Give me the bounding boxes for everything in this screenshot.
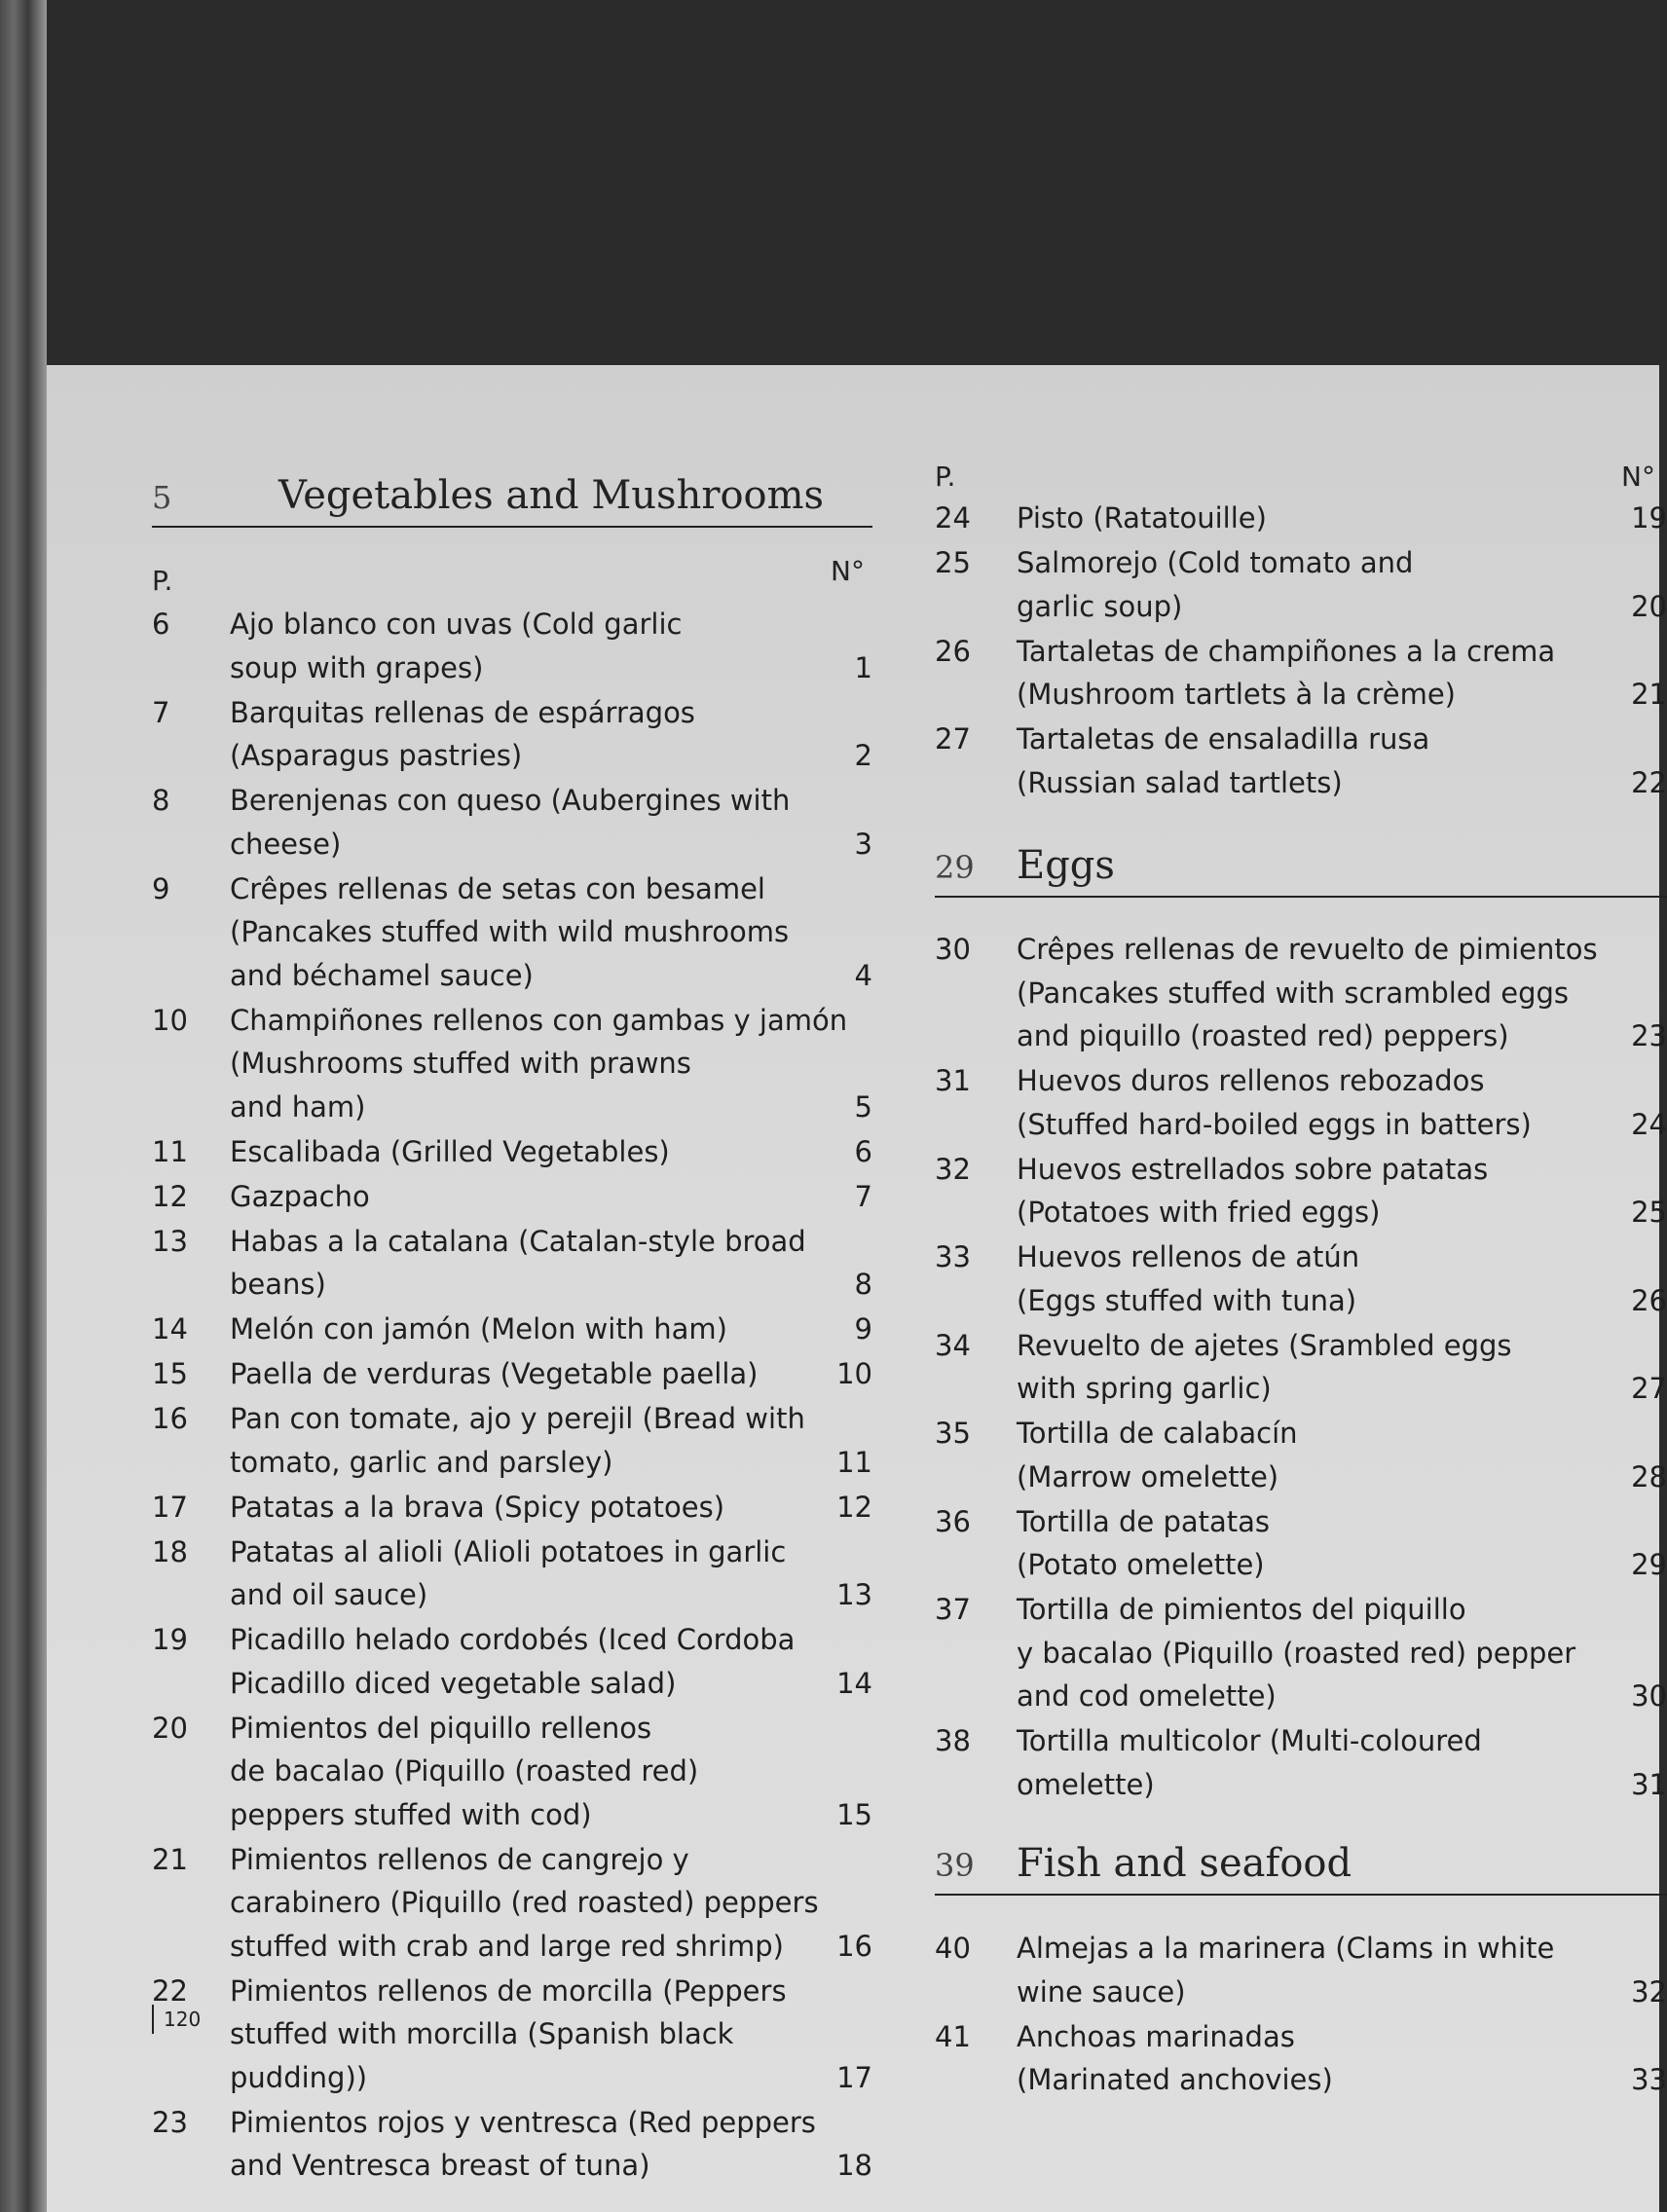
section-title: Vegetables and Mushrooms xyxy=(278,473,825,518)
entry-recipe-number: 16 xyxy=(836,1929,872,1963)
entry-title-line: Picadillo diced vegetable salad) xyxy=(230,1666,677,1700)
entry-title-line: (Pancakes stuffed with wild mushrooms xyxy=(230,915,790,948)
index-entry xyxy=(935,630,1667,717)
entry-page-number: 20 xyxy=(152,1711,188,1745)
entry-recipe-number: 11 xyxy=(836,1445,872,1479)
entry-recipe-number: 18 xyxy=(836,2149,872,2182)
entry-title-line: pudding)) xyxy=(230,2060,368,2094)
index-entry xyxy=(152,1308,872,1351)
entry-title-line: Pimientos rellenos de cangrejo y xyxy=(230,1842,689,1876)
entry-recipe-number: 30 xyxy=(1631,1679,1667,1713)
index-entry xyxy=(935,541,1667,628)
entry-page-number: 13 xyxy=(152,1224,188,1258)
entry-title-line: wine sauce) xyxy=(1017,1974,1186,2009)
entry-title-line: and ham) xyxy=(230,1089,366,1124)
entry-page-number: 38 xyxy=(935,1724,971,1757)
entry-page-number: 41 xyxy=(935,2019,971,2053)
entry-page-number: 35 xyxy=(935,1417,971,1450)
entry-title-line: Pimientos rojos y ventresca (Red peppers xyxy=(230,2105,816,2139)
entry-title-line: Salmorejo (Cold tomato and xyxy=(1017,546,1414,579)
entry-title xyxy=(230,1530,786,1617)
entry-title xyxy=(1017,1719,1482,1806)
index-entry xyxy=(935,928,1667,1058)
page-column-header: P. xyxy=(152,565,173,597)
entry-title-line: de bacalao (Piquillo (roasted red) xyxy=(230,1754,699,1788)
index-entry xyxy=(935,1719,1667,1806)
entry-title xyxy=(230,1970,787,2100)
entry-recipe-number: 31 xyxy=(1631,1767,1667,1801)
index-entry xyxy=(152,1397,872,1484)
entry-title xyxy=(1017,718,1429,804)
index-entry xyxy=(935,1148,1667,1235)
entry-title-line: and oil sauce) xyxy=(230,1578,428,1611)
entry-page-number: 40 xyxy=(935,1932,971,1965)
entry-title xyxy=(230,603,682,689)
entry-page-number: 18 xyxy=(152,1534,188,1568)
entry-title xyxy=(230,1618,795,1705)
section-title: Eggs xyxy=(1017,843,1115,888)
entry-page-number: 25 xyxy=(935,546,971,579)
index-entry xyxy=(152,1707,872,1837)
entry-title-line: Tortilla de calabacín xyxy=(1017,1417,1298,1450)
entry-title-line: (Potato omelette) xyxy=(1017,1548,1265,1581)
entry-recipe-number: 28 xyxy=(1631,1459,1667,1493)
entry-title-line: Pimientos rellenos de morcilla (Peppers xyxy=(230,1973,787,2008)
entry-title-line: and Ventresca breast of tuna) xyxy=(230,2149,650,2182)
entry-recipe-number: 2 xyxy=(854,739,872,772)
index-entry xyxy=(152,1970,872,2100)
entry-title-line: (Marrow omelette) xyxy=(1017,1459,1279,1493)
entry-title-line: Tortilla de pimientos del piquillo xyxy=(1017,1593,1466,1626)
entry-page-number: 17 xyxy=(152,1490,188,1524)
entry-page-number: 34 xyxy=(935,1328,971,1362)
index-entry xyxy=(935,1500,1667,1587)
index-entry xyxy=(152,1838,872,1969)
index-entry xyxy=(152,1618,872,1705)
entry-title-line: Pisto (Ratatouille) xyxy=(1017,501,1267,535)
entry-title-line: y bacalao (Piquillo (roasted red) pepper xyxy=(1017,1636,1576,1670)
entry-title-line: Revuelto de ajetes (Srambled eggs xyxy=(1017,1328,1512,1362)
index-entry xyxy=(152,1220,872,1307)
index-entry xyxy=(152,1130,872,1174)
index-entry xyxy=(152,691,872,778)
index-entry xyxy=(152,867,872,998)
entry-title xyxy=(230,779,790,866)
entry-title-line: beans) xyxy=(230,1268,326,1301)
index-entry xyxy=(935,1235,1667,1322)
section-number: 29 xyxy=(935,849,975,886)
entry-recipe-number: 12 xyxy=(836,1490,872,1524)
entry-title xyxy=(230,1397,805,1484)
index-entry xyxy=(152,1530,872,1617)
entry-title-line: and piquillo (roasted red) peppers) xyxy=(1017,1019,1509,1052)
entry-title-line: omelette) xyxy=(1017,1767,1155,1801)
entry-recipe-number: 21 xyxy=(1631,678,1667,711)
entry-recipe-number: 6 xyxy=(854,1134,872,1168)
entry-title-line: Paella de verduras (Vegetable paella) xyxy=(230,1357,759,1390)
entry-page-number: 36 xyxy=(935,1504,971,1538)
entry-title xyxy=(1017,2015,1333,2102)
entry-title-line: Patatas a la brava (Spicy potatoes) xyxy=(230,1490,725,1524)
entry-page-number: 24 xyxy=(935,501,971,535)
entry-title-line: Tortilla multicolor (Multi-coloured xyxy=(1017,1724,1482,1757)
entry-title-line: Picadillo helado cordobés (Iced Cordoba xyxy=(230,1623,796,1656)
entry-title-line: Tartaletas de champiñones a la crema xyxy=(1017,634,1556,668)
index-entry xyxy=(935,497,1667,540)
entry-title xyxy=(230,1352,758,1396)
number-column-header: N° xyxy=(1621,461,1655,493)
entry-title-line: Habas a la catalana (Catalan-style broad xyxy=(230,1224,806,1258)
index-entry xyxy=(152,1175,872,1219)
index-entry xyxy=(152,2101,872,2188)
page-number: 120 xyxy=(152,2005,201,2034)
entry-title-line: tomato, garlic and parsley) xyxy=(230,1445,613,1479)
entry-recipe-number: 1 xyxy=(854,650,872,684)
entry-title-line: soup with grapes) xyxy=(230,650,484,684)
entry-title-line: Berenjenas con queso (Aubergines with xyxy=(230,784,791,817)
entry-recipe-number: 14 xyxy=(836,1666,872,1700)
number-column-header: N° xyxy=(831,555,865,587)
entry-page-number: 32 xyxy=(935,1152,971,1186)
entry-page-number: 16 xyxy=(152,1402,188,1435)
entry-recipe-number: 23 xyxy=(1631,1019,1667,1052)
entry-title-line: (Pancakes stuffed with scrambled eggs xyxy=(1017,976,1570,1010)
entry-title-line: peppers stuffed with cod) xyxy=(230,1797,592,1831)
entry-recipe-number: 22 xyxy=(1631,765,1667,799)
entry-page-number: 26 xyxy=(935,634,971,668)
entry-page-number: 12 xyxy=(152,1179,188,1213)
index-entry xyxy=(935,2015,1667,2102)
entry-title-line: Crêpes rellenas de revuelto de pimientos xyxy=(1017,933,1598,966)
entry-title xyxy=(230,691,695,778)
entry-page-number: 11 xyxy=(152,1134,188,1168)
entry-recipe-number: 33 xyxy=(1631,2063,1667,2096)
entry-title-line: and béchamel sauce) xyxy=(230,958,534,992)
entry-recipe-number: 25 xyxy=(1631,1196,1667,1229)
entry-page-number: 33 xyxy=(935,1240,971,1273)
entry-title xyxy=(1017,497,1267,540)
entry-title-line: (Eggs stuffed with tuna) xyxy=(1017,1283,1357,1317)
entry-page-number: 27 xyxy=(935,722,971,756)
index-entry xyxy=(152,1352,872,1396)
index-entry xyxy=(935,1927,1667,2013)
entry-title-line: Escalibada (Grilled Vegetables) xyxy=(230,1134,670,1168)
entry-title-line: (Mushrooms stuffed with prawns xyxy=(230,1047,691,1080)
entry-page-number: 15 xyxy=(152,1357,188,1390)
entry-title-line: Barquitas rellenas de espárragos xyxy=(230,695,695,729)
entry-recipe-number: 29 xyxy=(1631,1548,1667,1581)
index-entry xyxy=(935,1412,1667,1498)
entry-title xyxy=(1017,1324,1512,1411)
book-spine xyxy=(0,0,47,2212)
page-column-header: P. xyxy=(935,461,956,493)
entry-title-line: (Mushroom tartlets à la crème) xyxy=(1017,678,1456,711)
entry-title-line: Patatas al alioli (Alioli potatoes in garlic xyxy=(230,1534,787,1568)
entry-page-number: 37 xyxy=(935,1593,971,1626)
entry-title-line: Pan con tomate, ajo y perejil (Bread with xyxy=(230,1402,805,1435)
entry-title xyxy=(1017,1412,1298,1498)
index-entry xyxy=(935,1324,1667,1411)
entry-title xyxy=(1017,1148,1488,1235)
entry-recipe-number: 8 xyxy=(854,1268,872,1301)
entry-recipe-number: 24 xyxy=(1631,1107,1667,1141)
entry-title-line: (Stuffed hard-boiled eggs in batters) xyxy=(1017,1107,1532,1141)
section-number: 39 xyxy=(935,1847,975,1884)
entry-title-line: Huevos duros rellenos rebozados xyxy=(1017,1064,1485,1097)
entry-recipe-number: 32 xyxy=(1631,1974,1667,2009)
entry-title-line: (Potatoes with fried eggs) xyxy=(1017,1196,1381,1229)
entry-title-line: Tortilla de patatas xyxy=(1017,1504,1271,1538)
entry-recipe-number: 10 xyxy=(836,1357,872,1390)
entry-page-number: 21 xyxy=(152,1842,188,1876)
entry-title xyxy=(1017,630,1555,717)
entry-title xyxy=(230,1175,370,1219)
entry-title xyxy=(1017,541,1413,628)
entry-title-line: Almejas a la marinera (Clams in white xyxy=(1017,1932,1555,1965)
entry-title-line: (Russian salad tartlets) xyxy=(1017,765,1343,799)
entry-title xyxy=(1017,1235,1359,1322)
entry-title xyxy=(230,1838,819,1969)
entry-title-line: Huevos rellenos de atún xyxy=(1017,1240,1360,1273)
entry-title-line: garlic soup) xyxy=(1017,589,1183,623)
entry-page-number: 31 xyxy=(935,1064,971,1097)
entry-title-line: Melón con jamón (Melon with ham) xyxy=(230,1312,727,1346)
entry-title-line: with spring garlic) xyxy=(1017,1372,1272,1405)
section-header-vegetables xyxy=(152,458,872,528)
entry-recipe-number: 27 xyxy=(1631,1372,1667,1405)
index-entry xyxy=(935,1588,1667,1718)
entry-recipe-number: 5 xyxy=(854,1089,872,1124)
section-title: Fish and seafood xyxy=(1017,1841,1352,1886)
entry-title xyxy=(1017,1588,1575,1718)
entry-title xyxy=(1017,1927,1554,2013)
section-number: 5 xyxy=(152,479,172,516)
entry-title-line: cheese) xyxy=(230,827,342,861)
entry-title xyxy=(1017,928,1598,1058)
section-header-eggs xyxy=(935,828,1667,898)
entry-title xyxy=(230,999,847,1129)
index-entry xyxy=(152,999,872,1129)
index-entry xyxy=(935,718,1667,804)
entry-recipe-number: 13 xyxy=(836,1578,872,1611)
entry-title-line: and cod omelette) xyxy=(1017,1679,1277,1713)
entry-page-number: 6 xyxy=(152,608,170,641)
entry-page-number: 19 xyxy=(152,1623,188,1656)
entry-title xyxy=(230,867,789,998)
entry-recipe-number: 9 xyxy=(854,1312,872,1346)
entry-page-number: 23 xyxy=(152,2105,188,2139)
section-header-fish xyxy=(935,1825,1667,1896)
entry-title xyxy=(230,1130,670,1174)
entry-title xyxy=(230,2101,816,2188)
index-entry xyxy=(935,1059,1667,1146)
entry-title xyxy=(230,1486,724,1530)
entry-recipe-number: 3 xyxy=(854,827,872,861)
entry-title-line: Huevos estrellados sobre patatas xyxy=(1017,1152,1489,1186)
entry-title-line: Anchoas marinadas xyxy=(1017,2019,1295,2053)
entry-title-line: stuffed with morcilla (Spanish black xyxy=(230,2017,734,2050)
entry-recipe-number: 4 xyxy=(854,958,872,992)
entry-title xyxy=(230,1308,727,1351)
entry-title-line: (Marinated anchovies) xyxy=(1017,2063,1333,2096)
entry-title-line: Ajo blanco con uvas (Cold garlic xyxy=(230,608,683,641)
entry-recipe-number: 20 xyxy=(1631,589,1667,623)
entry-title-line: Tartaletas de ensaladilla rusa xyxy=(1017,722,1430,756)
entry-page-number: 30 xyxy=(935,933,971,966)
entry-title-line: Gazpacho xyxy=(230,1179,370,1213)
entry-title-line: Crêpes rellenas de setas con besamel xyxy=(230,871,765,905)
entry-title xyxy=(230,1707,698,1837)
entry-page-number: 7 xyxy=(152,695,170,729)
entry-title xyxy=(1017,1059,1532,1146)
entry-title-line: (Asparagus pastries) xyxy=(230,739,523,772)
entry-title-line: Pimientos del piquillo rellenos xyxy=(230,1711,652,1745)
entry-page-number: 8 xyxy=(152,784,170,817)
entry-title-line: carabinero (Piquillo (red roasted) peppers xyxy=(230,1886,819,1919)
index-entry xyxy=(152,603,872,689)
entry-recipe-number: 15 xyxy=(836,1797,872,1831)
index-page xyxy=(47,365,1667,2212)
index-entry xyxy=(152,779,872,866)
entry-recipe-number: 26 xyxy=(1631,1283,1667,1317)
entry-page-number: 10 xyxy=(152,1003,188,1037)
entry-recipe-number: 19 xyxy=(1631,501,1667,535)
entry-title xyxy=(230,1220,806,1307)
entry-page-number: 14 xyxy=(152,1312,188,1346)
entry-recipe-number: 7 xyxy=(854,1179,872,1213)
index-entry xyxy=(152,1486,872,1530)
entry-page-number: 22 xyxy=(152,1973,188,2008)
entry-title xyxy=(1017,1500,1270,1587)
entry-title-line: Champiñones rellenos con gambas y jamón xyxy=(230,1003,848,1037)
entry-recipe-number: 17 xyxy=(836,2060,872,2094)
entry-page-number: 9 xyxy=(152,871,170,905)
entry-title-line: stuffed with crab and large red shrimp) xyxy=(230,1929,784,1963)
